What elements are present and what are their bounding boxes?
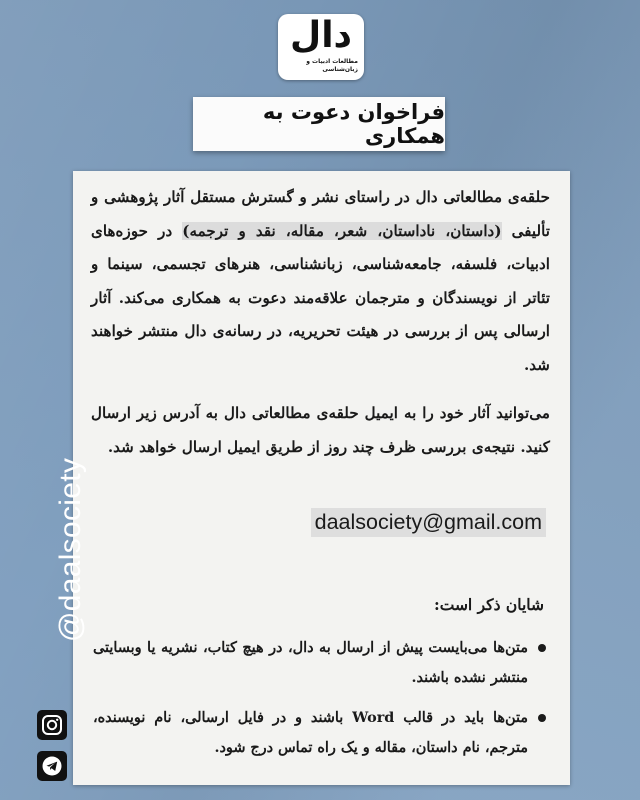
intro-text-end: در حوزه‌های ادبیات، فلسفه، جامعه‌شناسی، زبانشناسی، هنرهای تجسمی، سینما و تئاتر از نویسندگان و مترجمان علاقه‌مند دعوت به همکاری می‌کند. آثار ارسالی پس از بررسی در هیئت تحریریه، در رسانه‌ی دال منتشر خواهند شد. [91,221,550,374]
title-banner [193,97,445,151]
page-title: فراخوان دعوت به همکاری [262,100,445,148]
daal-logo [278,14,364,80]
intro-text-start: حلقه‌ی مطالعاتی دال در راستای نشر و گسترش مستقل آثار پژوهشی و تألیفی [91,188,550,240]
telegram-icon[interactable] [37,751,67,781]
list-item [93,703,548,763]
notes-heading: شایان ذکر است: [434,595,544,614]
note-text: متن‌ها می‌بایست پیش از ارسال به دال، در هیچ کتاب، نشریه یا وبسایتی منتشر نشده باشند. [93,639,528,686]
intro-paragraph [91,181,550,382]
list-item [93,633,548,693]
instagram-icon[interactable] [37,710,67,740]
submission-paragraph: می‌توانید آثار خود را به ایمیل حلقه‌ی مطالعاتی دال به آدرس زیر ارسال کنید. نتیجه‌ی بررسی ظرف چند روز از طریق ایمیل ارسال خواهد شد. [91,404,550,456]
logo-subtitle: مطالعات ادبیات و زبان‌شناسی [306,58,358,73]
logo-wordmark: دال [289,15,353,56]
genres-highlight: (داستان، ناداستان، شعر، مقاله، نقد و ترجمه) [182,221,502,240]
announcement-card [73,171,570,785]
email-address[interactable]: daalsociety@gmail.com [311,508,546,537]
notes-list [93,633,548,773]
bullet-icon [538,644,546,652]
note-text: متن‌ها باید در قالب Word باشند و در فایل ارسالی، نام نویسنده، مترجم، نام داستان، مقاله و یک راه تماس درج شود. [93,709,529,756]
bullet-icon [538,714,546,722]
social-handle: @daalsociety [54,457,87,642]
